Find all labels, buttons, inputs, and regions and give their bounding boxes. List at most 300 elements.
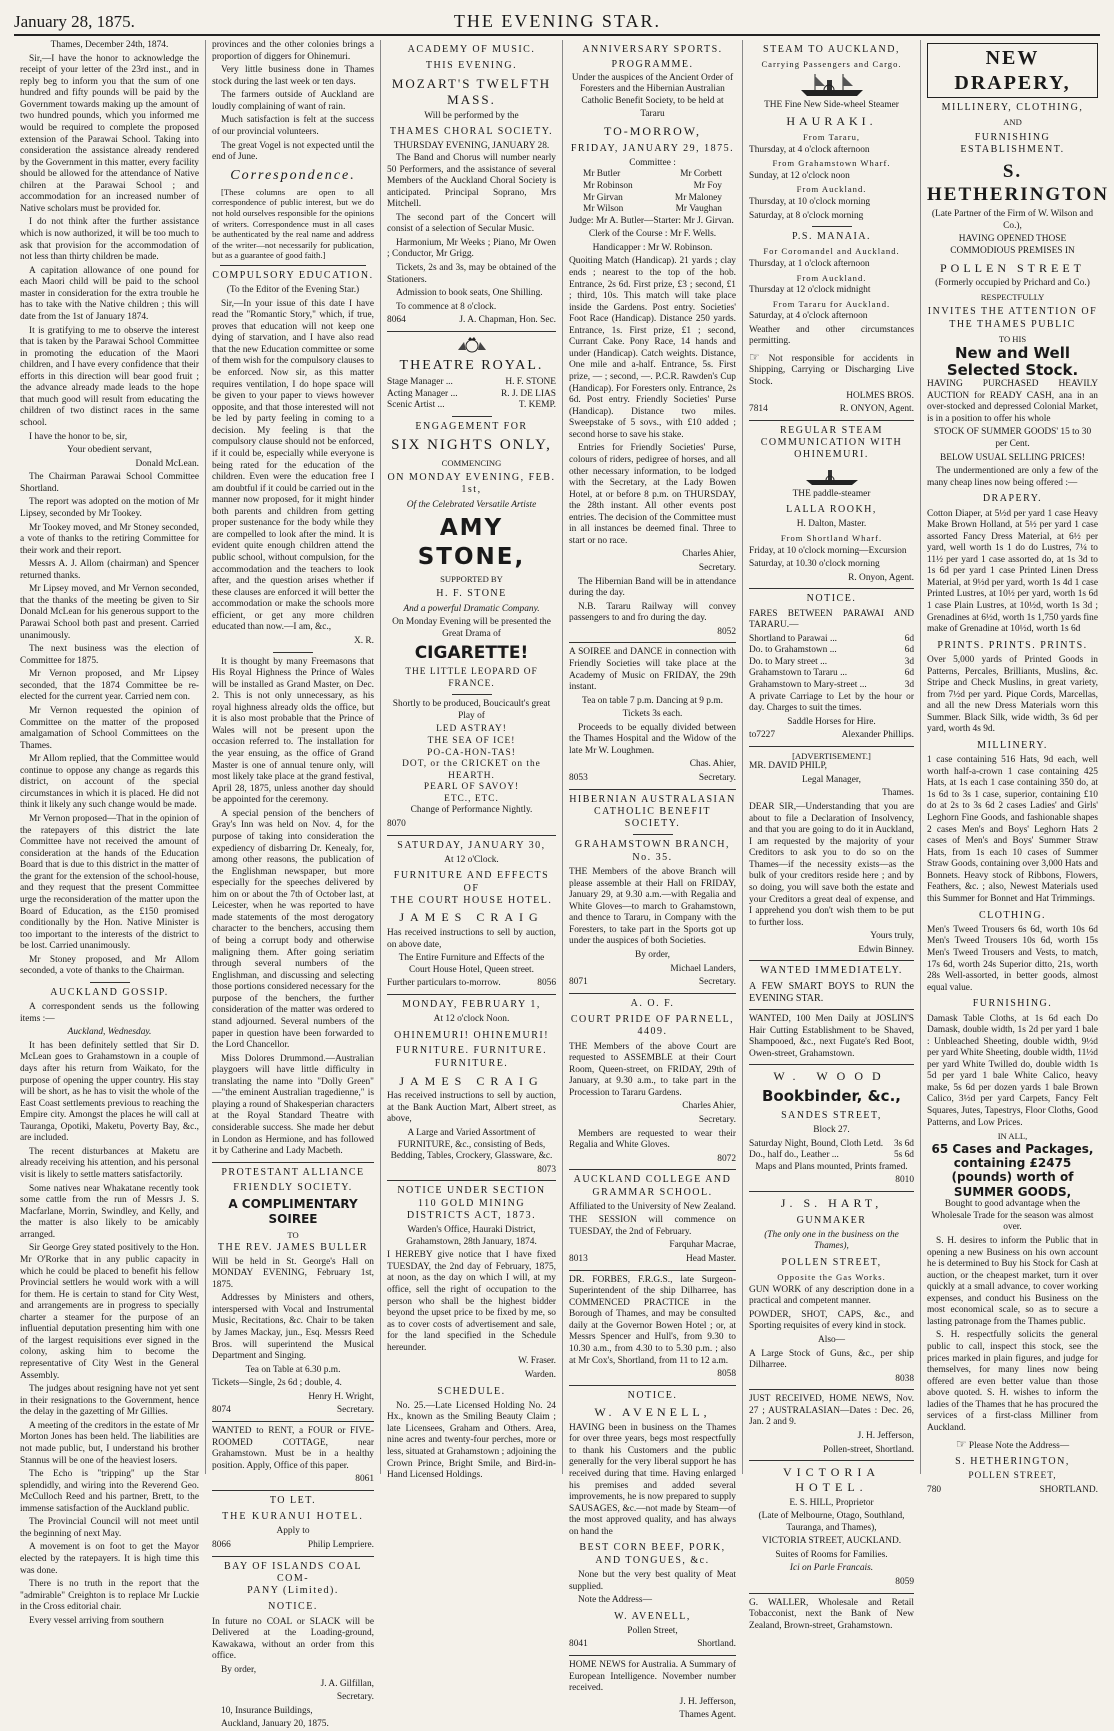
committee-row-label: Mr Wilson — [583, 204, 624, 215]
ad-name: THE REV. JAMES BULLER — [217, 1242, 369, 1254]
fare-row-value: 3d — [904, 679, 914, 690]
ad-heading: ANNIVERSARY SPORTS. — [582, 44, 723, 55]
ad-heading: FRIENDLY SOCIETY. — [233, 1182, 353, 1193]
ad-subheading: Carrying Passengers and Cargo. — [761, 59, 902, 70]
gossip-paragraph: The Echo is "tripping" up the Star splendidly, and wiring into the Reverend Geo. McCulloch Reed and his partner, Brett, to the immense satisfaction of the Auckland public. — [20, 1469, 199, 1514]
ad-text: (The only one in the business on the Thames), — [764, 1229, 899, 1252]
ad-heading: CATHOLIC BENEFIT SOCIETY. — [593, 805, 712, 830]
ad-subheading: GUNMAKER — [796, 1214, 867, 1226]
divider — [569, 1270, 736, 1271]
ad-text: Quoiting Match (Handicap). 21 yards ; clay ends ; nearest to the top of the hob. Entrance, 2s 6d. First prize, £3 ; second, £1 ; third, 10s. This match will take place inside the Gardens. Post entry. Societies' Foot Race (Handicap). Distance 250 yards. Entrance, 1s. First prize, £1 ; second, Currant Cake. Pony Race, 14 hands and under (Handicap). Catch weights. Distance, One mile and a-half. Entrance, 5s. First prize, — ; second, —. P.C.R. Rawden's Cup (Handicap). For Foresters only. Entrance, 2s 6d. Post entry. Friendly Societies' Purse (Handicap). Distance two miles. Sweepstake of 5 sovs., with £10 added ; second horse to save his stake. — [569, 256, 736, 440]
ad-text: Handicapper : Mr W. Robinson. — [592, 242, 713, 253]
ad-text: Thursday, at 1 o'clock afternoon — [749, 258, 870, 269]
ad-text: Of the Celebrated Versatile Artiste — [406, 499, 537, 510]
ad-text: S. H. respectfully solicits the general public to call, inspect this stock, see the prices marked in plain figures, and judge for themselves, for many lines now being offered are even better value than those above quoted. S. H. wishes to inform the ladies of the Thames that he has procured the services of a first-class Milliner from Auckland. — [927, 1330, 1098, 1433]
masthead-date: January 28, 1875. — [14, 12, 135, 31]
ad-text: At 12 o'clock Noon. — [433, 1014, 510, 1025]
staff-row-value: H. F. STONE — [505, 377, 556, 388]
report-paragraph: The next business was the election of Committee for 1875. — [20, 644, 199, 666]
staff-row — [387, 377, 556, 389]
letter-signoff: I have the honor to be, sir, — [29, 431, 128, 442]
ad-title: NOTICE. — [268, 1601, 318, 1613]
report-paragraph: Mr Tookey moved, and Mr Stoney seconded, a vote of thanks to the retiring Committee for their work and their report. — [20, 522, 199, 556]
divider — [749, 960, 914, 961]
gossip-dateline: Auckland, Wednesday. — [67, 1027, 152, 1038]
ad-role: Secretary. — [698, 1114, 736, 1125]
ad-text: Thursday, at 10 o'clock morning — [749, 196, 871, 207]
staff-list — [387, 377, 556, 412]
gossip-paragraph: Very little business done in Thames stock during the last week or ten days. — [212, 65, 374, 87]
ad-text: The Hibernian Band will be in attendance during the day. — [569, 576, 736, 599]
article-paragraph: A special pension of the benchers of Gray's Inn was held on Nov. 4, for the purpose of taking into consideration the expediency of disbarring Dr. Kenealy, for, among other reasons, the publication of the Englishman newspaper, but more especially for the speeches delivered by him on or about the 7th of October last, at Leicester, when he was reported to have made statements of the most derogatory character to the benchers, accusing them of being a corrupt body and otherwise maligning them. After going seriatim through several numbers of the Englishman, and discussing and selecting those portions considered necessary for the purpose of the benchers, the further consideration of the matter was ordered to stand adjourned. Several numbers of the paper in question have been forwarded to the Lord Chancellor. — [212, 808, 374, 1051]
ad-signature: Charles Ahier, — [682, 1101, 736, 1112]
ad-text: IN ALL, — [997, 1131, 1028, 1142]
section-heading: CLOTHING. — [978, 909, 1047, 921]
divider — [212, 1421, 374, 1422]
ad-text: THE Members of the above Court are requested to ASSEMBLE at their Court Room, Queen-street, on FRIDAY, 29th of January, at 9.30 a.m., to take part in the Procession to Tararu Gardens. — [569, 1041, 736, 1098]
ad-text: Men's Tweed Trousers 6s 6d, worth 10s 6d Men's Tweed Trousers 10s 6d, worth 15s Men's Tweed Trousers and Vests, to match, 17s 6d, worth 24s Superior ditto, 21s, worth 28s Well-assorted, in better goods, almost equal value. — [927, 924, 1098, 993]
ad-text: Tararu — [640, 109, 665, 120]
divider — [569, 993, 736, 994]
ad-text: THE LITTLE LEOPARD OF FRANCE. — [405, 667, 538, 689]
divider — [749, 1389, 914, 1390]
column-6 — [921, 40, 1110, 1495]
correspondence-heading: Correspondence. — [230, 167, 356, 183]
pointing-hand-icon: ☞ — [955, 1436, 967, 1451]
ad-footer — [569, 977, 736, 989]
gossip-paragraph: provinces and the other colonies brings a proportion of diggers for Ohinemuri. — [212, 40, 374, 62]
ad-subheading: ON MONDAY EVENING, FEB. 1st, — [387, 472, 556, 496]
ad-subheading: FRIDAY, JANUARY 29, 1875. — [570, 142, 735, 154]
play-list — [387, 724, 556, 805]
ad-role: Secretary. — [336, 1692, 374, 1703]
ad-title: New and Well Selected Stock. — [946, 343, 1079, 379]
ad-number: 8052 — [717, 626, 736, 637]
fare-row — [749, 668, 914, 680]
ad-footer — [212, 1405, 374, 1417]
gossip-paragraph: Some natives near Whakatane recently took some cattle from the run of Messrs J. S. Macfarlane, Morrin, Swindley, and Kelly, and the matter is also likely to be amicably arranged. — [20, 1183, 199, 1240]
committee-list — [569, 169, 736, 215]
ad-text: RESPECTFULLY — [980, 291, 1045, 302]
ad-signature: J. A. Gilfillan, — [320, 1678, 374, 1689]
staff-row-value: T. KEMP. — [518, 400, 556, 411]
ad-text: (Formerly occupied by Prichard and Co.) — [935, 278, 1090, 289]
ad-text: S. H. desires to inform the Public that in opening a new Business on his own account he is determined to Buy his Stock for Cash at auction, or the cheapest market, turn it over quickly at a small advance, to cover working expenses, and conduct his Business on the most economical scale, so as to secure a lasting patronage from the Thames public. — [927, 1235, 1098, 1327]
committee-row-label: Mr Robinson — [583, 181, 633, 192]
ad-text: None but the very best quality of Meat supplied. — [569, 1569, 736, 1592]
ship-name: P.S. MANAIA. — [791, 231, 872, 243]
ad-text: Shortly to be produced, Boucicault's great Play of — [392, 699, 551, 721]
report-paragraph: Mr Stoney proposed, and Mr Allom seconded, a vote of thanks to the Chairman. — [20, 954, 199, 977]
steamer-ship-icon — [797, 72, 867, 98]
ad-signature: J. H. Jefferson, — [679, 1696, 736, 1707]
ad-text: HAVING PURCHASED HEAVILY AUCTION for READY CASH, ana in an over-stocked and depressed Colonial Market, is in a position to offer his whole — [927, 379, 1098, 424]
ad-number: 8038 — [895, 1373, 914, 1384]
ad-subheading: SCHEDULE. — [437, 1385, 506, 1397]
ad-text: FARES BETWEEN PARAWAI AND TARARU.— — [749, 608, 914, 631]
ad-text: Tickets—Single, 2s 6d ; double, 4. — [212, 1378, 342, 1389]
royal-crest-icon — [455, 336, 489, 354]
section-heading: DRAPERY. — [982, 493, 1043, 505]
ad-text: TO HIS — [998, 334, 1027, 345]
divider — [387, 835, 556, 836]
column-1 — [14, 40, 206, 1626]
ad-title: TO-MORROW, — [603, 123, 701, 138]
ad-signature: Michael Landers, — [670, 963, 736, 974]
ship-name: HAURAKI. — [786, 114, 877, 129]
ad-text: Affiliated to the University of New Zealand. — [569, 1201, 736, 1212]
staff-row — [387, 400, 556, 412]
ad-text — [749, 350, 914, 389]
divider — [749, 588, 914, 589]
ad-text: STOCK OF SUMMER GOODS' 15 to 30 per Cent. — [933, 427, 1092, 449]
ad-heading: TO LET. — [269, 1494, 317, 1506]
ad-subheading: FURNISHING ESTABLISHMENT. — [960, 132, 1065, 156]
ad-footer — [749, 730, 914, 742]
gossip-paragraph: The farmers outside of Auckland are loudly complaining of want of rain. — [212, 90, 374, 112]
divider — [452, 416, 492, 417]
ad-text: WANTED, 100 Men Daily at JOSLIN'S Hair Cutting Establishment to be Shaved, Shampooed, &c., next Fugate's Red Boot, Owen-street, Grahamstown. — [749, 1014, 914, 1059]
ad-text: G. WALLER, Wholesale and Retail Tobacconist, next the Bank of New Zealand, Brown-street, Grahamstown. — [749, 1597, 914, 1631]
ad-text: Thursday at 12 o'clock midnight — [749, 285, 871, 296]
report-paragraph: Mr Vernon requested the opinion of Committee on the matter of the proposed amalgamation of School Committees on the Thames. — [20, 705, 199, 751]
ad-heading: STEAM TO AUCKLAND, — [763, 44, 900, 55]
ad-text: From Grahamstown Wharf. — [772, 158, 891, 169]
fare-row-value: 6d — [904, 645, 914, 656]
ad-text: Auckland, January 20, 1875. — [221, 1719, 329, 1730]
ad-heading: NOTICE. — [806, 593, 857, 605]
ad-text: Will be held in St. George's Hall on MONDAY EVENING, February 1st, 1875. — [212, 1256, 374, 1290]
committee-row-label: Mr Butler — [583, 169, 621, 180]
ad-text: Further particulars to-morrow. — [387, 978, 501, 989]
ad-subheading: THAMES CHORAL SOCIETY. — [389, 126, 554, 138]
price-row-value: 3s 6d — [893, 1138, 914, 1149]
ad-text: Entries for Friendly Societies' Purse, colours of riders, pedigree of horses, and all other necessary information, to be lodged with the Secretary, at the Lady Bowen Hotel, at or before 8 p.m. on THURSDAY, the 28th instant. All other events post entries. The decision of the Committee must in all instances be deemed final. Three to start or no race. — [569, 443, 736, 546]
ad-number: 8056 — [537, 978, 556, 989]
play-title: CIGARETTE! — [414, 643, 529, 664]
gossip-paragraph: The Provincial Council will not meet until the beginning of next May. — [20, 1517, 199, 1539]
divider — [387, 994, 556, 995]
ad-text: Committee : — [629, 157, 676, 168]
column-4 — [563, 40, 743, 1721]
ad-heading: REGULAR STEAM COMMUNICATION WITH OHINEMURI. — [760, 424, 903, 461]
ad-signature: Chas. Ahier, — [689, 759, 736, 770]
ad-subheading: H. F. STONE — [436, 588, 507, 600]
ad-role: Thames Agent. — [679, 1710, 736, 1721]
column-3 — [381, 40, 563, 1481]
committee-row-value: Mr Corbett — [680, 169, 722, 180]
staff-row-label: Acting Manager ... — [387, 388, 458, 399]
ad-text: Ici on Parle Francais. — [789, 1563, 874, 1574]
committee-row — [569, 193, 736, 205]
committee-row-label: Mr Girvan — [583, 192, 623, 203]
ad-text: THE paddle-steamer — [792, 488, 871, 499]
ad-number: 8059 — [895, 1576, 914, 1587]
ad-subheading: FURNITURE AND EFFECTS OF — [393, 870, 550, 894]
ad-text: Harmonium, Mr Weeks ; Piano, Mr Owen ; Conductor, Mr Grigg. — [387, 237, 556, 260]
auctioneer-name: JAMES CRAIG — [399, 910, 544, 925]
play-item: ETC., ETC. — [444, 793, 499, 804]
ad-heading: ACADEMY OF MUSIC. — [407, 44, 536, 55]
ad-text: Thames. — [881, 788, 914, 799]
report-paragraph: The report was adopted on the motion of Mr Lipsey, seconded by Mr Tookey. — [20, 497, 199, 519]
ad-text: Admission to book seats, One Shilling. — [396, 288, 543, 299]
ad-text: Tickets 3s each. — [622, 709, 683, 720]
ad-text: Thursday, at 4 o'clock afternoon — [749, 144, 870, 155]
ad-number: 8010 — [895, 1175, 914, 1186]
ad-text: E. S. HILL, Proprietor — [789, 1497, 874, 1508]
ad-text: VICTORIA STREET, AUCKLAND. — [761, 1536, 902, 1547]
ad-heading: BAY OF ISLANDS COAL COM- — [223, 1560, 363, 1584]
ad-footer — [749, 404, 914, 416]
ad-title: A COMPLIMENTARY SOIREE — [228, 1197, 358, 1227]
letter-paragraph: I do not think after the further assistance which is now authorized, it will be too much to ask that provision for the accommodation of not less than thirty children be made. — [20, 217, 199, 263]
ad-signature: Henry H. Wright, — [308, 1391, 374, 1402]
star-name: AMY STONE, — [417, 515, 526, 570]
ad-text: Maps and Plans mounted, Prints framed. — [755, 1161, 908, 1172]
play-item: PO-CA-HON-TAS! — [427, 747, 516, 758]
divider — [749, 1009, 914, 1010]
price-row-value: 5s 6d — [893, 1150, 914, 1161]
ad-text: Not responsible for accidents in Shipping, Carrying or Discharging Live Stock. — [749, 353, 914, 388]
ad-text: THURSDAY EVENING, JANUARY 28. — [393, 141, 550, 152]
ad-subheading: COURT PRIDE OF PARNELL, 4409. — [570, 1013, 735, 1038]
ad-text: Tea on table 7 p.m. Dancing at 9 p.m. — [582, 695, 723, 706]
gossip-paragraph: A meeting of the creditors in the estate of Mr Morton Jones has been held. The liabilities are not made public, but, I understand his brother Stannus will be one of the heaviest losers. — [20, 1420, 199, 1466]
committee-row — [569, 181, 736, 193]
ad-footer — [569, 773, 736, 785]
ad-subheading: SANDES STREET, — [781, 1109, 882, 1121]
ad-text: GUN WORK of any description done in a practical and competent manner. — [749, 1284, 914, 1307]
gossip-paragraph: It has been definitely settled that Sir D. McLean goes to Grahamstown in a couple of days after his return from Waikato, for the purpose of opening the upper country. His stay will be short, as he has to visit the whole of the East Coast settlements previous to reaching the Empire city. Amongst the places he will call at Tauranga, Opotiki, Maketu, Poverty Bay, &c., are included. — [20, 1040, 199, 1144]
report-paragraph: Mr Allom replied, that the Committee would continue to oppose any change as regards this district, on account of the special circumstances in which it is placed. He did not think it likely any such change would be made. — [20, 754, 199, 811]
ad-heading: PROTESTANT ALLIANCE — [221, 1166, 365, 1178]
ad-text: From Auckland. — [796, 184, 867, 195]
ad-signature: Alexander Phillips. — [841, 730, 914, 741]
divider — [212, 1490, 374, 1491]
divider — [749, 746, 914, 747]
ad-text: Friday, at 10 o'clock morning—Excursion — [749, 545, 907, 556]
ad-footer — [569, 1639, 736, 1651]
gossip-paragraph: The judges about resigning have not yet sent in their resignations to the Government, hence the delay in the gazetting of Mr Gillies. — [20, 1384, 199, 1418]
report-paragraph: Mr Lipsey moved, and Mr Vernon seconded, that the thanks of the meeting be given to Sir Donald McLean for his generous support to the Parawai School both past and present. Carried unanimously. — [20, 584, 199, 641]
editor-note: (To the Editor of the Evening Star.) — [226, 285, 360, 296]
ad-title: J. S. HART, — [780, 1195, 883, 1210]
ad-text: The Band and Chorus will number nearly 50 Performers, and the assistance of several Members of the Auckland Choral Society is anticipated. Principal Soprano, Mrs Mitchell. — [387, 152, 556, 210]
ad-number: 8013 — [569, 1254, 588, 1265]
ad-text: Saturday, at 8 o'clock morning — [749, 210, 864, 221]
ad-text: A FEW SMART BOYS to RUN the EVENING STAR. — [749, 980, 914, 1004]
ad-text: Proceeds to be equally divided between the Thames Hospital and the Widow of the late Mr W. Loughmen. — [569, 722, 736, 756]
ad-text: Sunday, at 12 o'clock noon — [749, 170, 850, 181]
gossip-paragraph: A movement is on foot to get the Mayor elected by the ratepayers. It is high time this was done. — [20, 1542, 199, 1576]
gossip-paragraph: The recent disturbances at Maketu are already receiving his attention, and his personal visit is likely to settle matters satisfactorily. — [20, 1146, 199, 1181]
ad-title: W. AVENELL, — [594, 1404, 711, 1419]
auctioneer-name: JAMES CRAIG — [399, 1073, 544, 1088]
divider — [569, 642, 736, 643]
ad-text: Over 5,000 yards of Printed Goods in Patterns, Percales, Brilliants, Muslins, &c. Stripe and Check Muslins, in great variety, from 7½d per yard. Pique Cords, Marcellas, and all the new Dress Materials worn this Summer. Black Silk, wide width, 3s 6d per yard, worth 4s 9d. — [927, 654, 1098, 735]
fare-row — [749, 657, 914, 669]
ad-text: Legal Manager, — [802, 774, 861, 785]
divider — [452, 694, 492, 695]
ad-text: POLLEN STREET, — [968, 1471, 1057, 1482]
ad-text: Clerk of the Course : Mr F. Wells. — [588, 229, 717, 240]
divider — [749, 1460, 914, 1461]
ad-text: For Coromandel and Auckland. — [763, 246, 900, 257]
fares-table — [749, 634, 914, 692]
ad-text: H. Dalton, Master. — [796, 519, 867, 530]
divider — [749, 1593, 914, 1594]
ad-number: 780 — [927, 1484, 942, 1495]
ad-text: From Shortland Wharf. — [780, 533, 883, 544]
ad-text: Tea on Table at 6.30 p.m. — [245, 1364, 341, 1375]
ad-signature: HOLMES BROS. — [846, 390, 914, 401]
ad-text: A private Carriage to Let by the hour or day. Charges to suit the times. — [749, 691, 914, 714]
ad-title: THE KURANUI HOTEL. — [222, 1511, 364, 1523]
gossip-paragraph: There is no truth in the report that the "admirable" Creighton is to replace Mr Luckie in the Cross editorial chair. — [20, 1579, 199, 1613]
ad-text: Shortland. — [697, 1639, 736, 1650]
gossip-paragraph: Much satisfaction is felt at the success of our provincial volunteers. — [212, 115, 374, 137]
ad-text: Pollen Street, — [627, 1625, 678, 1636]
divider — [212, 1162, 374, 1163]
ad-signature: R. ONYON, Agent. — [839, 404, 914, 415]
ad-text: (Late Partner of the Firm of W. Wilson and Co.), — [931, 209, 1094, 231]
ad-number: to7227 — [749, 730, 776, 741]
ad-number: 8071 — [569, 977, 588, 988]
ad-text: Apply to — [276, 1526, 310, 1537]
price-list — [749, 1139, 914, 1162]
ad-text: A SOIREE and DANCE in connection with Friendly Societies will take place at the Academy of Music on FRIDAY, the 29th instant. — [569, 647, 736, 693]
gossip-paragraph: The great Vogel is not expected until the end of June. — [212, 140, 374, 163]
ad-signature: Edwin Binney. — [858, 944, 914, 955]
divider — [387, 331, 556, 332]
divider — [812, 226, 852, 227]
ad-title: Bookbinder, &c., — [762, 1087, 901, 1106]
ad-footer — [569, 1254, 736, 1266]
ad-title: SIX NIGHTS ONLY, — [391, 437, 552, 454]
article-heading: COMPULSORY EDUCATION. — [212, 269, 374, 281]
gossip-paragraph: Every vessel arriving from southern — [29, 1615, 164, 1626]
ad-role: Secretary. — [698, 773, 736, 784]
price-row-label: Saturday Night, Bound, Cloth Letd. — [749, 1138, 884, 1149]
ad-text: Opposite the Gas Works. — [777, 1272, 886, 1283]
divider — [569, 789, 736, 790]
ad-text: The second part of the Concert will consist of a selection of Secular Music. — [387, 212, 556, 235]
ad-subheading: INVITES THE ATTENTION OF THE THAMES PUBLIC — [927, 306, 1098, 330]
article-paragraph: Sir,—In your issue of this date I have read the "Romantic Story," which, if true, proves that education will not keep one dying of starvation, and I have also read that the new Education committee or some of them wish for the compulsory clauses to be enforced. Now sir, as this matter requires ventilation, I do hope space will be given to your paper to views however opposite, and that those interested will not be led by party feeling in coming to a decision. My feeling is that the compulsory clause should not be enforced, if it could be, especially while everyone is being rated for the education of the children. Even were the education free I am doubtful if it could be carried out in the manner now proposed, for it might hinder both parents and children from getting proper sustenance for the body while they are compelled to look after the mind. It is evident quite enough children attend the public school, without compulsion, for the accommodation and the teachers to look after, and the question arises whether if these clauses are enforced it will better the accommodation or make the schools more efficient, or get any more children educated than now.—I am, &c., — [212, 298, 374, 633]
play-item: DOT, or the CRICKET on the HEARTH. — [402, 759, 541, 781]
ad-text: On Monday Evening will be presented the Great Drama of — [392, 617, 551, 639]
ad-signature: Farquhar Macrae, — [669, 1240, 736, 1251]
ad-text: From Auckland. — [796, 272, 867, 283]
section-heading: PRINTS. PRINTS. PRINTS. — [937, 639, 1088, 651]
ad-text: Under the auspices of the Ancient Order of Foresters and the Hibernian Australian Catholic Benefit Society, to be held at — [571, 72, 734, 106]
ad-text: Suites of Rooms for Families. — [775, 1549, 888, 1560]
ad-heading: MONDAY, FEBRUARY 1, — [402, 998, 541, 1010]
ad-subheading: THE COURT HOUSE HOTEL. — [390, 895, 553, 906]
ad-text: At 12 o'Clock. — [444, 854, 499, 865]
ad-subheading: FURNITURE. FURNITURE. — [395, 1045, 548, 1057]
ad-number: 8072 — [717, 1153, 736, 1164]
ad-heading: SATURDAY, JANUARY 30, — [397, 839, 546, 851]
ad-text: And a powerful Dramatic Company. — [403, 603, 540, 614]
ad-signature: R. Onyon, Agent. — [848, 572, 914, 583]
ad-signature: J. H. Jefferson, — [857, 1430, 914, 1441]
column-5 — [743, 40, 921, 1631]
ad-number: 8053 — [569, 773, 588, 784]
ad-text — [927, 1437, 1098, 1453]
ad-signature: W. Fraser. — [518, 1356, 556, 1367]
section-heading: MILLINERY. — [977, 739, 1048, 751]
ship-name: LALLA ROOKH, — [786, 504, 877, 516]
divider — [569, 1385, 736, 1386]
committee-row — [569, 169, 736, 181]
ad-subheading: OHINEMURI! OHINEMURI! — [393, 1029, 550, 1041]
ad-footer — [927, 1485, 1098, 1497]
masthead-title: THE EVENING STAR. — [453, 11, 661, 31]
price-row — [749, 1150, 914, 1162]
divider — [569, 1169, 736, 1170]
ad-text: In future no COAL or SLACK will be Delivered at the Loading-ground, Kawakawa, without an order from this office. — [212, 1616, 374, 1662]
ad-number: 8061 — [355, 1474, 374, 1485]
ad-text: MR. DAVID PHILP, — [749, 761, 827, 772]
committee-row-value: Mr Vaughan — [675, 204, 722, 215]
ad-text: By order, — [634, 950, 671, 960]
section-heading: FURNISHING. — [972, 998, 1053, 1010]
ad-text: DR. FORBES, F.R.G.S., late Surgeon-Superintendent of the ship Dilharree, has COMMENCED PRACTICE in the Borough of Thames, and may be consulted daily at the Governor Bowen Hotel ; or, at Messrs Spencer and Hull's, from 9.30 to 10.30 a.m., from 4.30 to to 5.30 p.m. ; also at Mr Cox's, Shortland, from 11 to 12 a.m. — [569, 1274, 736, 1366]
article-signature: X. R. — [353, 635, 374, 646]
divider — [633, 834, 673, 835]
divider — [273, 652, 313, 653]
ad-text: From Tararu, — [802, 132, 861, 143]
ad-title: MOZART'S TWELFTH MASS. — [391, 75, 552, 107]
pointing-hand-icon: ☞ — [749, 349, 760, 364]
ad-text: HOME NEWS for Australia. A Summary of European Intelligence. November number received. — [569, 1660, 736, 1694]
ad-number: 8073 — [537, 1164, 556, 1175]
ad-text: By order, — [221, 1664, 257, 1675]
ad-subheading: POLLEN STREET — [940, 260, 1085, 275]
ad-title: 65 Cases and Packages, containing £2475 (pounds) worth of SUMMER GOODS, — [931, 1141, 1094, 1199]
committee-row — [569, 204, 736, 216]
ad-footer — [387, 978, 556, 990]
paddle-steamer-icon — [802, 465, 862, 487]
ad-text: COMMENCING — [441, 457, 502, 468]
correspondence-note: [These columns are open to all correspondence of public interest, but we do not hold ourselves responsible for the opinions of writers. Correspondence must in all cases be authenticated by the real name and address of the writer—not necessarily for publication, but as a guarantee of good faith.] — [212, 186, 374, 261]
ad-heading: WANTED IMMEDIATELY. — [760, 965, 903, 977]
letter-paragraph: Sir,—I have the honor to acknowledge the receipt of your letter of the 23rd inst., and in reply beg to inform you that the sum of one hundred and fifty pounds will be paid by the Government towards making up the amount of two hundred pounds, which you informed me would be required to complete the proposed extension of the Parawai School. Taking into consideration the assistance already rendered by the Government in this matter, every facility should be allowed for the attendance of Native chilren at the Parawai School ; and accommodation for an increased number of Native scholars must be provided for. — [20, 53, 199, 214]
fare-row — [749, 634, 914, 646]
ad-number: 7814 — [749, 404, 768, 415]
ad-text: A Large Stock of Guns, &c., per ship Dilharree. — [749, 1348, 914, 1371]
committee-row-value: Mr Maloney — [674, 192, 722, 203]
ad-number: 8066 — [212, 1539, 231, 1550]
column-2 — [206, 40, 381, 1730]
ad-text: Yours truly, — [870, 931, 914, 942]
ad-text: Members are requested to wear their Regalia and White Gloves. — [569, 1128, 736, 1151]
ad-subheading: THIS EVENING. — [425, 60, 518, 72]
letter-signoff: Your obedient servant, — [67, 445, 152, 456]
advertisement-tag: [ADVERTISEMENT.] — [792, 750, 871, 761]
ad-role: Warden. — [524, 1369, 556, 1380]
columns — [14, 40, 1110, 1730]
fare-row-label: Grahamstown to Mary-street ... — [749, 679, 867, 690]
ad-footer — [212, 1540, 374, 1552]
ad-title: W. WOOD — [773, 1069, 890, 1084]
gossip-paragraph: Sir George Grey stated positively to the Hon. Mr O'Rorke that in any public capacity in which he could be placed to benefit his fellow Provincial settlers he would work with a will for them. He is certain to stand for City West, and arrangements are in progress to specially charter a steamer for the purpose of an influential deputation presenting him with one of the largest requisitions ever signed in the colony, asking him to become the representative of City West in the General Assembly. — [20, 1243, 199, 1381]
gossip-heading: AUCKLAND GOSSIP. — [50, 986, 169, 998]
ad-text: Tickets, 2s and 3s, may be obtained of the Stationers. — [387, 263, 556, 285]
ad-heading: GRAMMAR SCHOOL. — [592, 1186, 713, 1198]
